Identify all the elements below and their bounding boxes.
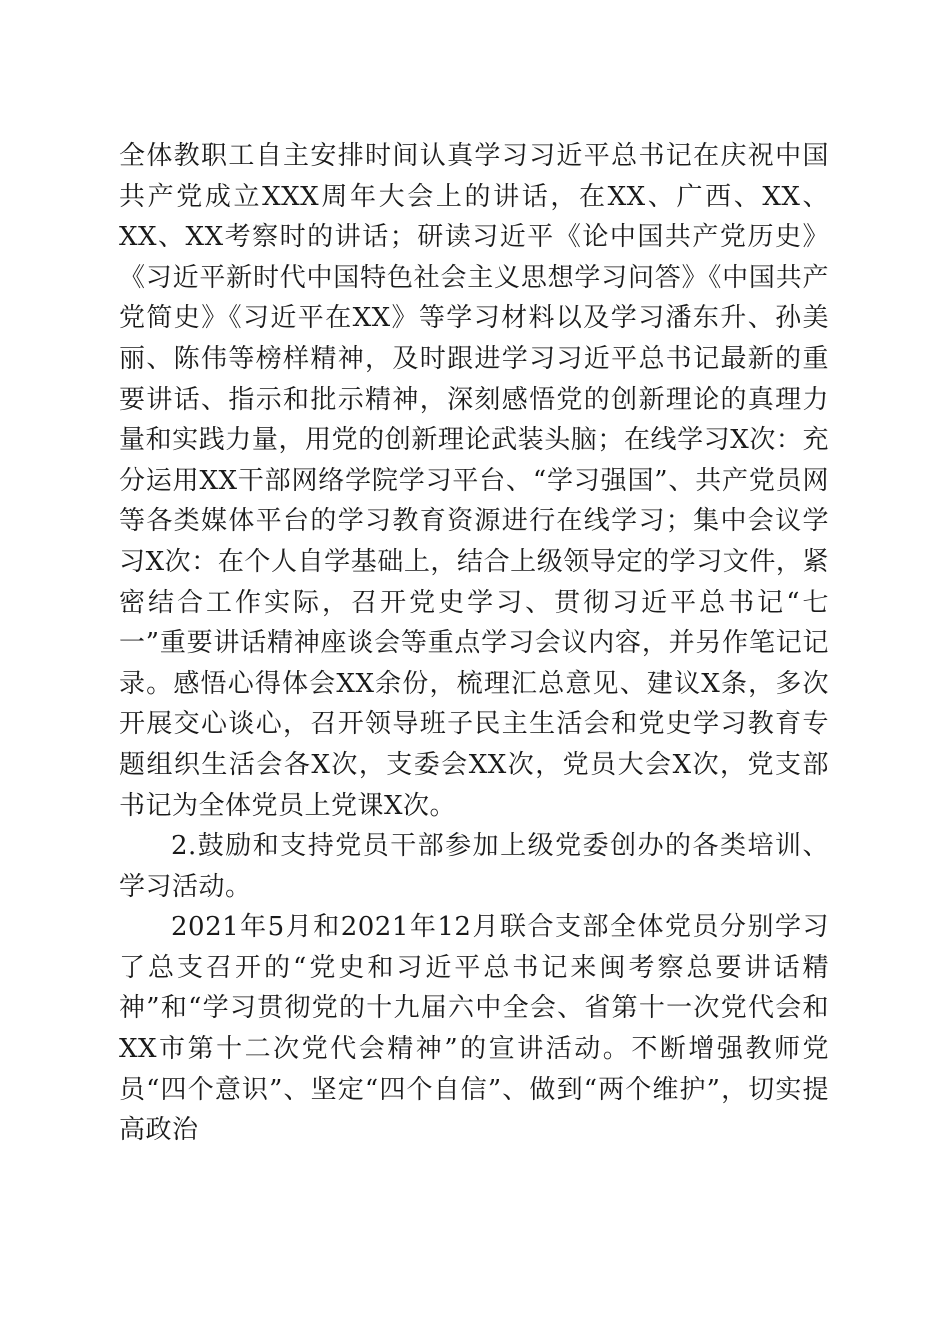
body-paragraph-lecture-activities: 2021年5月和2021年12月联合支部全体党员分别学习了总支召开的“党史和习近平总书记来闽考察总要讲话精神”和“学习贯彻党的十九届六中全会、省第十一次党代会和XX市第十二次党代会精神”的宣讲活动。不断增强教师党员“四个意识”、坚定“四个自信”、做到“两个维护”，切实提高政治 — [119, 912, 829, 1146]
document-body — [119, 136, 829, 1151]
body-paragraph-study-activities: 全体教职工自主安排时间认真学习习近平总书记在庆祝中国共产党成立XXX周年大会上的讲话，在XX、广西、XX、XX、XX考察时的讲话；研读习近平《论中国共产党历史》《习近平新时代中国特色社会主义思想学习问答》《中国共产党简史》《习近平在XX》等学习材料以及学习潘东升、孙美丽、陈伟等榜样精神，及时跟进学习习近平总书记最新的重要讲话、指示和批示精神，深刻感悟党的创新理论的真理力量和实践力量，用党的创新理论武装头脑；在线学习X次：充分运用XX干部网络学院学习平台、“学习强国”、共产党员网等各类媒体平台的学习教育资源进行在线学习；集中会议学习X次：在个人自学基础上，结合上级领导定的学习文件，紧密结合工作实际，召开党史学习、贯彻习近平总书记“七一”重要讲话精神座谈会等重点学习会议内容，并另作笔记记录。感悟心得体会XX余份，梳理汇总意见、建议X条，多次开展交心谈心，召开领导班子民主生活会和党史学习教育专题组织生活会各X次，支委会XX次，党员大会X次，党支部书记为全体党员上党课X次。 — [119, 141, 829, 821]
section-heading-training: 2.鼓励和支持党员干部参加上级党委创办的各类培训、学习活动。 — [119, 831, 829, 902]
